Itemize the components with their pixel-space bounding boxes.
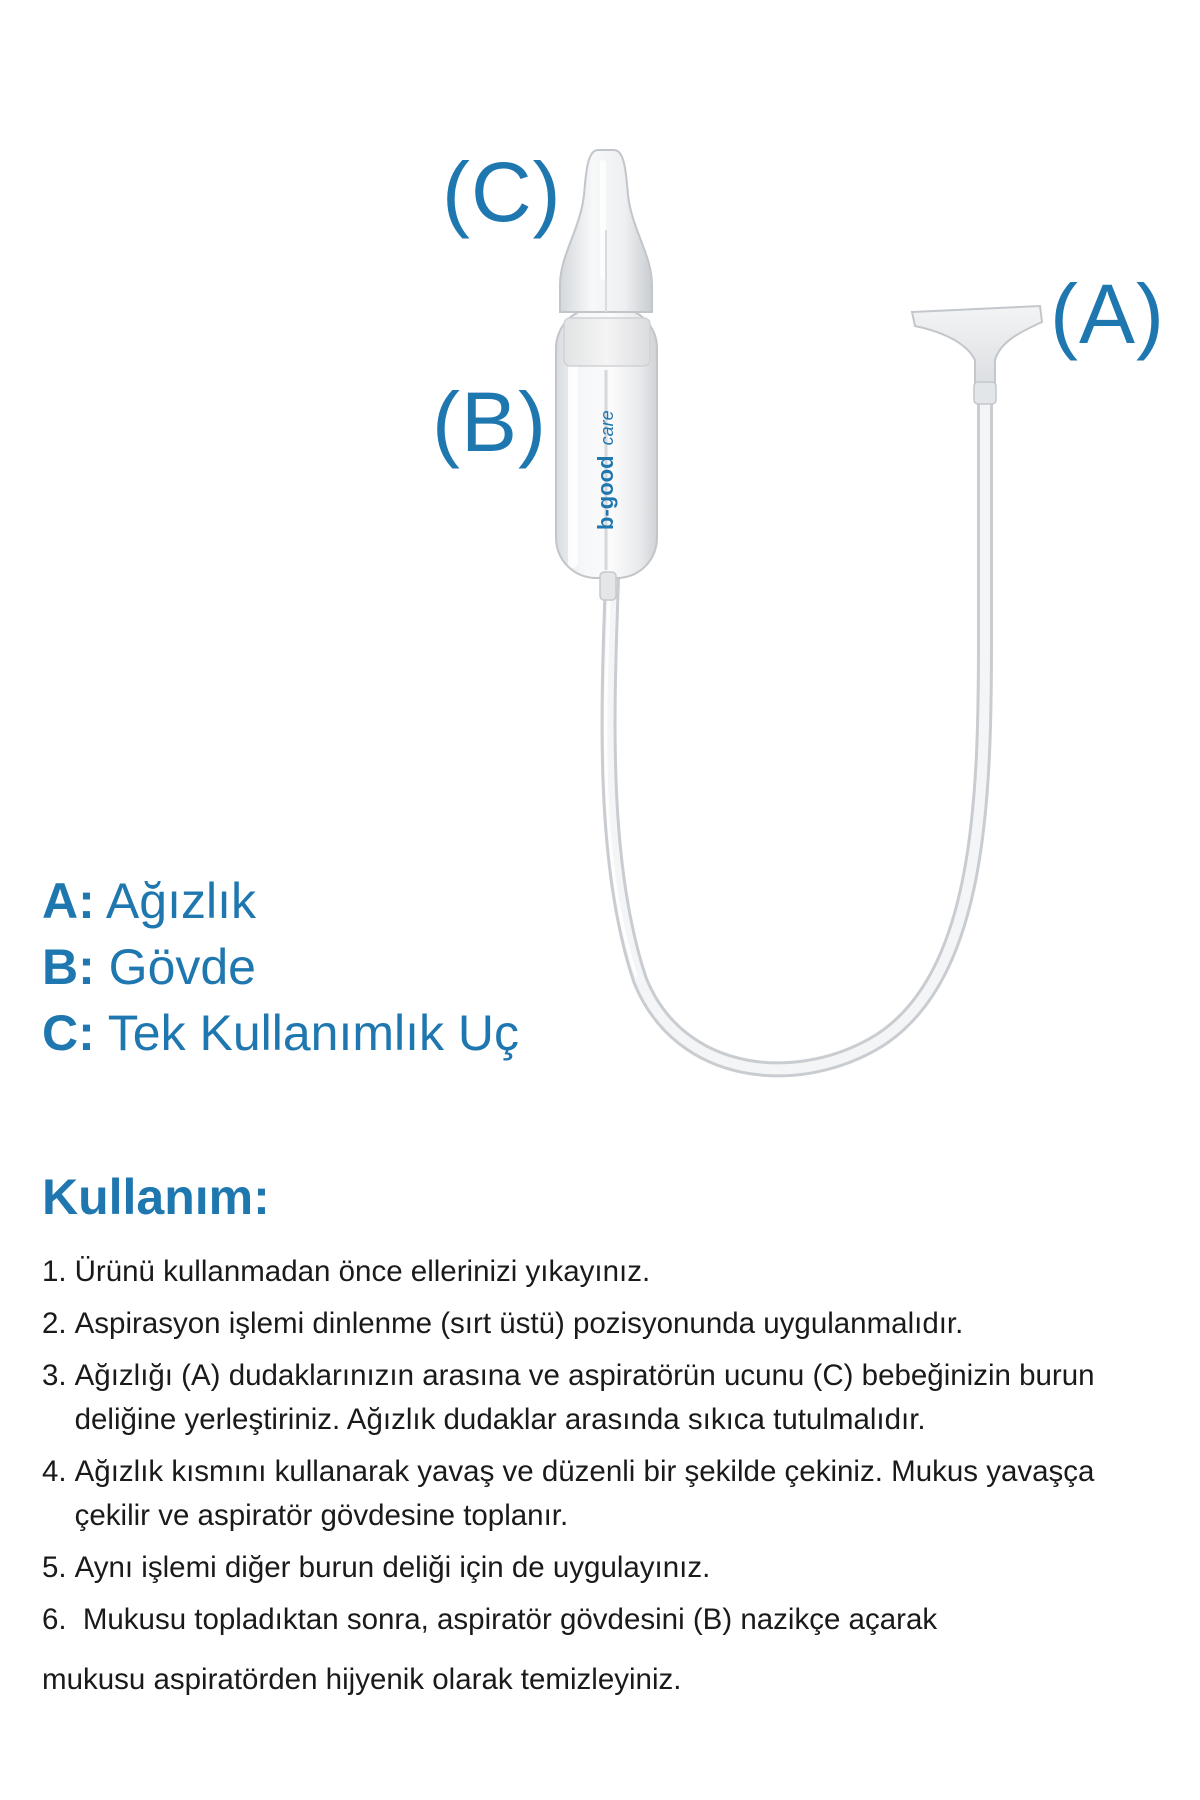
usage-step	[42, 1354, 1172, 1442]
step-number: 6.	[42, 1603, 67, 1636]
usage-step	[42, 1546, 1172, 1590]
step-text: Ürünü kullanmadan önce ellerinizi yıkayınız.	[74, 1255, 651, 1288]
usage-step	[42, 1302, 1172, 1346]
step-number: 1.	[42, 1255, 67, 1288]
usage-steps	[42, 1250, 1172, 1710]
legend-key: A:	[42, 873, 95, 929]
step-text: Mukusu topladıktan sonra, aspiratör gövdesini (B) nazikçe açarak	[82, 1603, 938, 1636]
step-text: Aspirasyon işlemi dinlenme (sırt üstü) pozisyonunda uygulanmalıdır.	[74, 1307, 964, 1340]
usage-step	[42, 1598, 1172, 1702]
legend-key: C:	[42, 1005, 95, 1061]
parts-legend	[42, 868, 519, 1066]
step-text: Aynı işlemi diğer burun deliği için de uygulayınız.	[74, 1551, 711, 1584]
step-number: 5.	[42, 1551, 67, 1584]
legend-value: Gövde	[108, 939, 256, 995]
svg-text:b-good care	[593, 410, 618, 530]
step-number: 4.	[42, 1455, 67, 1488]
legend-key: B:	[42, 939, 95, 995]
step-number: 3.	[42, 1359, 67, 1392]
step-text-continuation: mukusu aspiratörden hijyenik olarak temizleyiniz.	[42, 1663, 682, 1696]
usage-title: Kullanım:	[42, 1169, 270, 1225]
brand-name: b-good	[593, 455, 618, 530]
callout-body-label: (B)	[432, 375, 547, 469]
aspirator-body	[556, 308, 657, 600]
brand-suffix: care	[597, 410, 617, 446]
usage-step	[42, 1250, 1172, 1294]
callout-tip-label: (C)	[442, 145, 562, 239]
tube	[606, 390, 985, 1069]
usage-step	[42, 1450, 1172, 1538]
step-text: Ağızlığı (A) dudaklarınızın arasına ve aspiratörün ucunu (C) bebeğinizin burun deliğine yerleştiriniz. Ağızlık dudaklar arasında sıkıca tutulmalıdır.	[74, 1359, 1095, 1436]
legend-row-b	[42, 934, 519, 1000]
disposable-tip	[560, 150, 652, 312]
legend-row-a	[42, 868, 519, 934]
step-text: Ağızlık kısmını kullanarak yavaş ve düzenli bir şekilde çekiniz. Mukus yavaşça çekilir ve aspiratör gövdesine toplanır.	[74, 1455, 1095, 1532]
legend-value: Ağızlık	[105, 873, 256, 929]
step-number: 2.	[42, 1307, 67, 1340]
legend-row-c	[42, 1000, 519, 1066]
mouthpiece	[912, 306, 1042, 404]
callout-mouthpiece-label: (A)	[1050, 267, 1165, 361]
legend-value: Tek Kullanımlık Uç	[107, 1005, 519, 1061]
